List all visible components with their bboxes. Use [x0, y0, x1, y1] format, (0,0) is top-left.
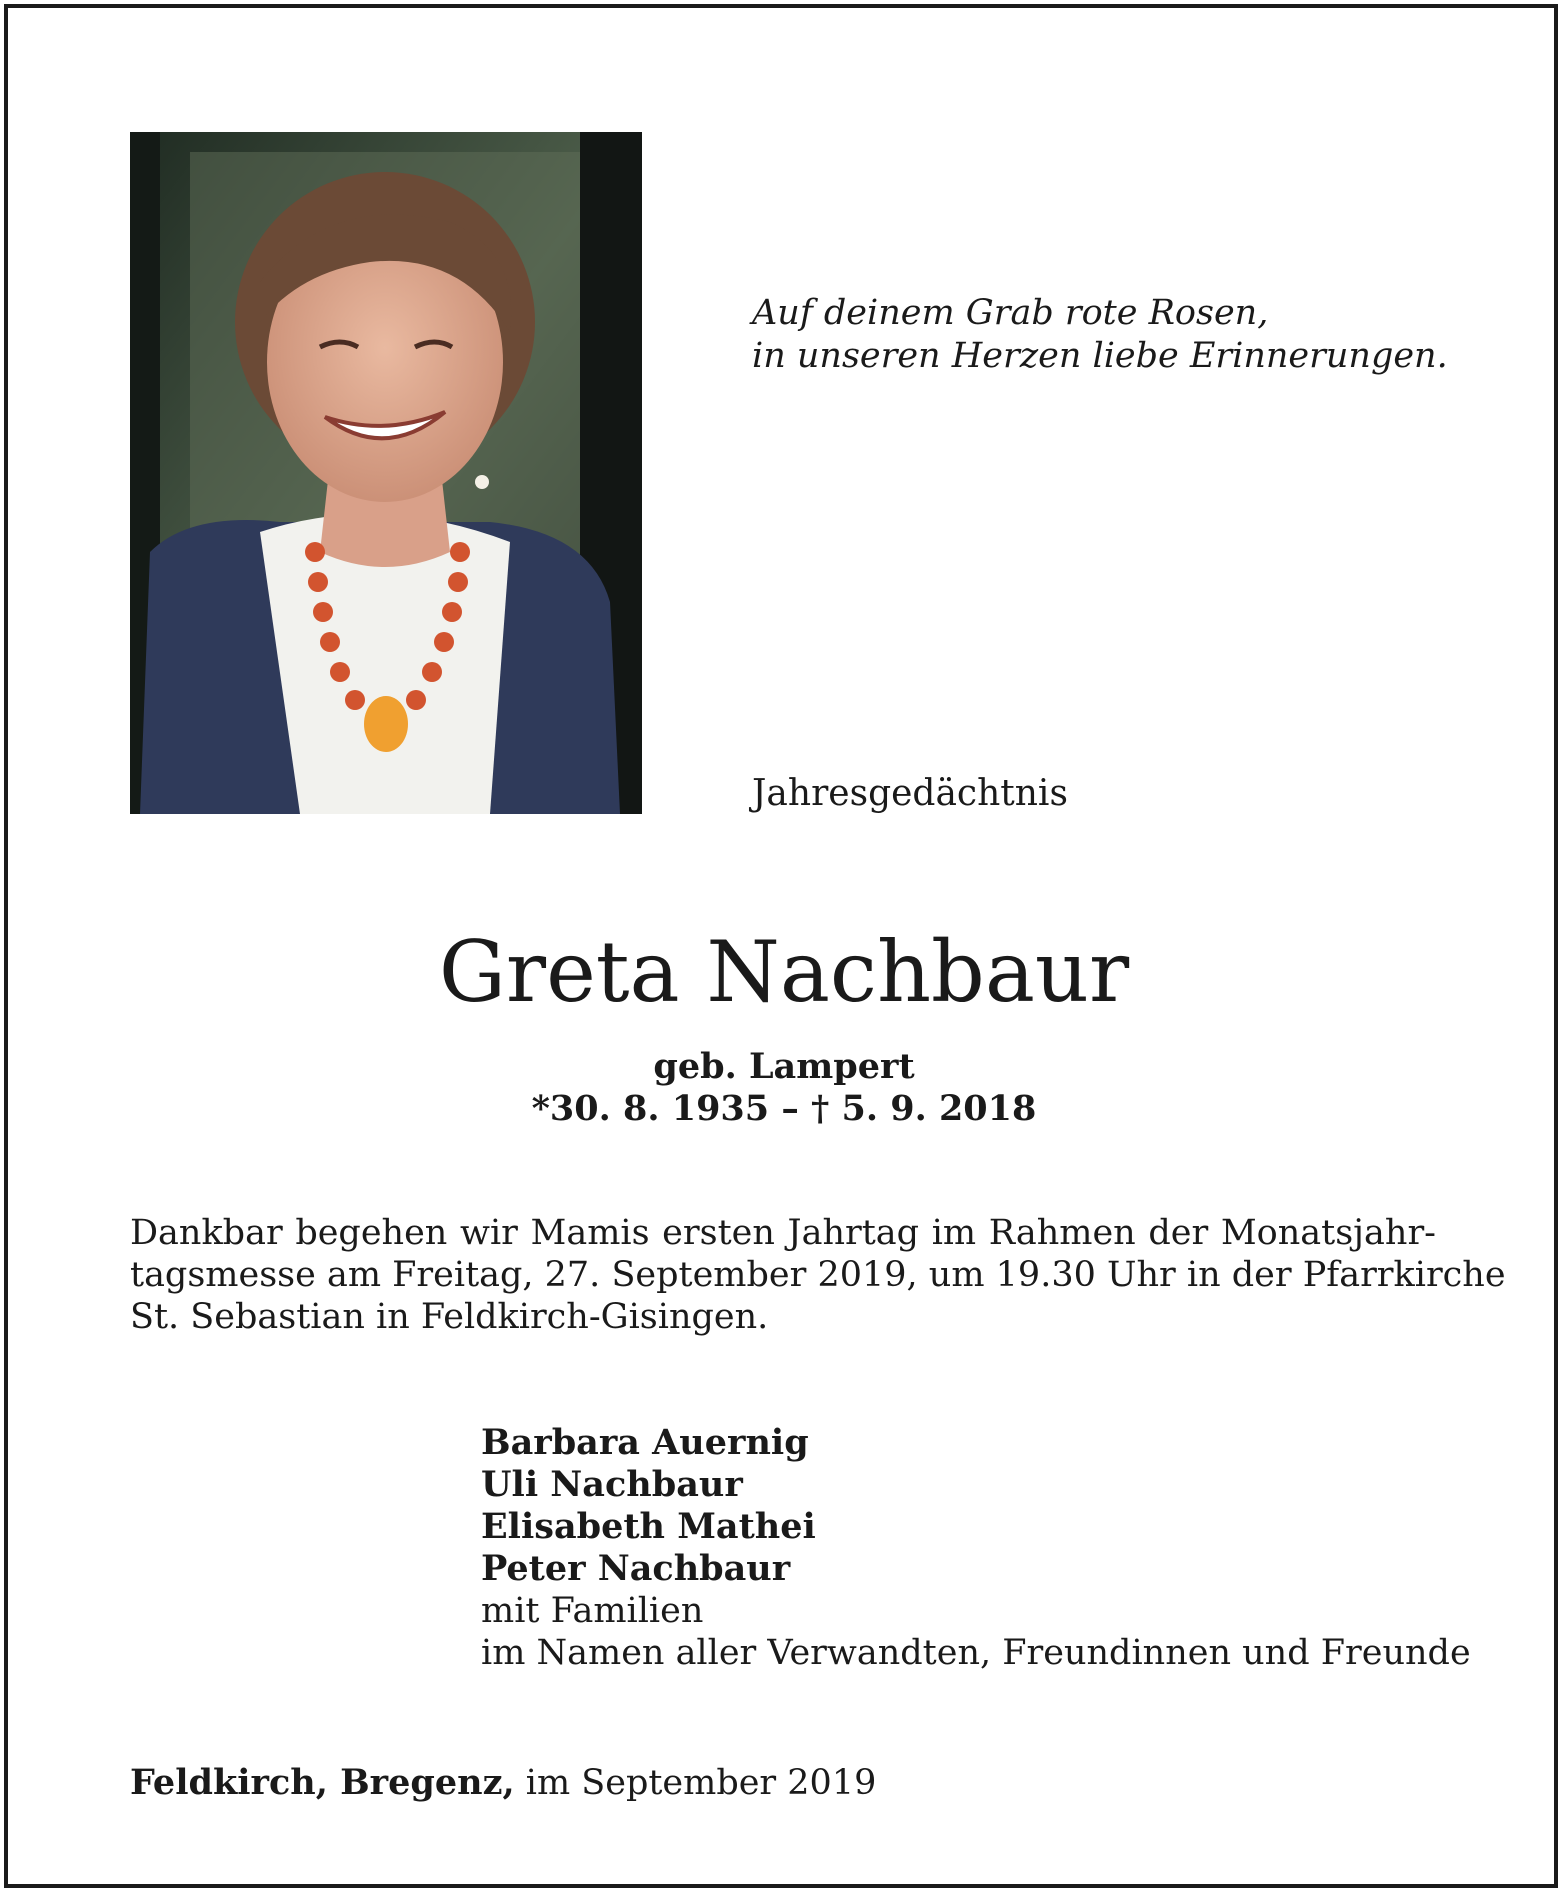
maiden-name: geb. Lampert	[653, 1046, 915, 1087]
memorial-quote	[752, 292, 1448, 378]
quote-line-1: Auf deinem Grab rote Rosen,	[752, 293, 1269, 333]
place-towns: Feldkirch, Bregenz,	[130, 1762, 515, 1803]
families-line: mit Familien	[481, 1591, 704, 1631]
announcement-text	[130, 1212, 1506, 1338]
announcement-line-2: tagsmesse am Freitag, 27. September 2019, um 19.30 Uhr in der Pfarrkirche	[130, 1255, 1506, 1295]
portrait-photo	[130, 132, 642, 814]
deceased-name: Greta Nachbaur	[438, 923, 1130, 1021]
life-dates: *30. 8. 1935 – † 5. 9. 2018	[531, 1088, 1037, 1129]
signer-name: Elisabeth Mathei	[481, 1506, 816, 1547]
announcement-line-1: Dankbar begehen wir Mamis ersten Jahrtag im Rahmen der Monatsjahr-	[130, 1213, 1436, 1253]
announcement-line-3: St. Sebastian in Feldkirch-Gisingen.	[130, 1297, 769, 1337]
signer-name: Uli Nachbaur	[481, 1464, 743, 1505]
quote-line-2: in unseren Herzen liebe Erinnerungen.	[752, 336, 1448, 376]
place-date: im September 2019	[514, 1763, 877, 1803]
anniversary-label: Jahresgedächtnis	[752, 773, 1068, 814]
on-behalf-line: im Namen aller Verwandten, Freundinnen und Freunde	[481, 1633, 1471, 1673]
signer-name: Barbara Auernig	[481, 1422, 809, 1463]
signer-name: Peter Nachbaur	[481, 1548, 791, 1589]
portrait-illustration	[130, 132, 642, 814]
place-and-date	[130, 1762, 876, 1804]
signers-block	[481, 1422, 1471, 1674]
